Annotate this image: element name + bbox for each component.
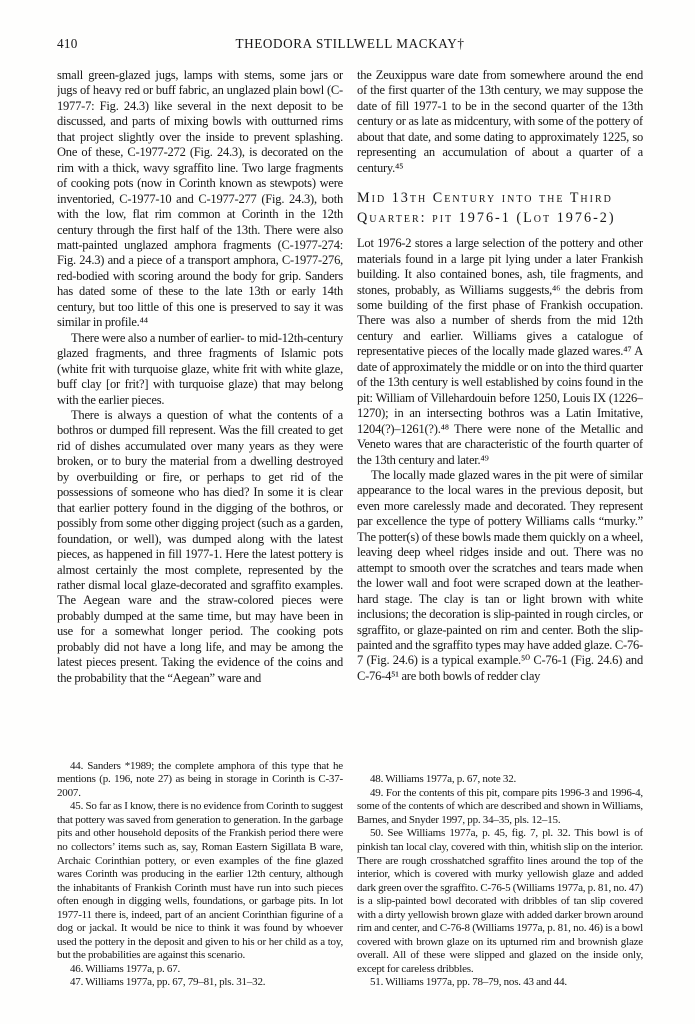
section-heading-line1: Mid 13th Century into the Third <box>357 190 613 207</box>
body-paragraph: Lot 1976-2 stores a large selection of the pottery and other materials found in a large pit lying under a later Frankish building. It also contained bones, ash, tile fragments, and stones, probably, as Williams suggests,⁴⁶ the debris from some building of the first phase of Frankish occupation. There was also a number of sherds from the mid 12th century and earlier. Williams gives a catalogue of representative pieces of the locally made glazed wares.⁴⁷ A date of approximately the middle or on into the third quarter of the 13th century is well established by coins found in the pit: William of Villehardouin before 1250, Louis IX (1226–1270); in an intersecting bothros was a Latin Imitative, 1204(?)–1261(?).⁴⁸ There were none of the Metallic and Veneto wares that are characteristic of the fourth quarter of the 13th century and later.⁴⁹ <box>357 236 643 467</box>
running-header <box>57 36 643 54</box>
body-paragraph: There is always a question of what the contents of a bothros or dumped fill represent. Was the fill created to get rid of dishes accumulated over many years as they were broken, or to bury the material from a dwelling destroyed by overbuilding or fire, or perhaps to get rid of the possessions of someone who has died? In some it is clear that earlier pottery found in the digging of the bothros, or possibly from some other digging project (such as a garden, foundation, or well), was dumped along with the latest pieces, as happened in fill 1977-1. Here the latest pottery is almost certainly the most complete, represented by the rather dismal local glaze-decorated and sgraffito examples. The Aegean ware and the straw-colored pieces were probably dumped at the same time, but may have been in use for a somewhat longer period. The cooking pots probably did not have a long life, and may be among the latest pieces present. Taking the evidence of the coins and the probability that the “Aegean” ware and <box>57 407 343 685</box>
footnote-49: 49. For the contents of this pit, compare pits 1996-3 and 1996-4, some of the contents of which are described and shown in Williams, Barnes, and Snyder 1997, pp. 34–35, pls. 12–15. <box>357 786 643 826</box>
right-column-footnotes <box>357 767 643 990</box>
footnote-46: 46. Williams 1977a, p. 67. <box>70 962 181 975</box>
running-head: THEODORA STILLWELL MACKAY† <box>235 36 465 51</box>
footnote-47: 47. Williams 1977a, pp. 67, 79–81, pls. 31–32. <box>70 976 266 989</box>
section-heading <box>357 189 643 228</box>
footnote-51: 51. Williams 1977a, pp. 78–79, nos. 43 and 44. <box>370 976 567 989</box>
left-column <box>57 68 343 990</box>
right-column <box>357 68 643 990</box>
body-paragraph: the Zeuxippus ware date from somewhere around the end of the first quarter of the 13th century, we may suppose the date of fill 1977-1 to be in the second quarter of the 13th century or as late as midcentury, with some of the pottery of about that date, and some dating to approximately 1225, so representing an accumulation of about a quarter of a century.⁴⁵ <box>357 68 643 175</box>
right-column-body <box>357 68 643 684</box>
left-column-body <box>57 68 343 686</box>
footnote-45: 45. So far as I know, there is no evidence from Corinth to suggest that pottery was saved from generation to generation. In the garbage pits and other household deposits of the Frankish period there were no collectors’ items such as, say, Roman Eastern Sigillata B ware, Archaic Corinthian pottery, or even examples of the fine glazed wares Corinth was producing in the earlier 12th century, although the inhabitants of Frankish Corinth must have run into such pieces often enough in digging wells, foundations, or garbage pits. In lot 1977-11 there is, indeed, part of an ancient Corinthian figurine of a dog or jackal. It would be nice to think it was found by whoever used the pottery in the deposit and given to his or her child as a toy, but the probabilities are against this scenario. <box>57 800 343 962</box>
page-number: 410 <box>57 36 78 51</box>
footnote-44: 44. Sanders *1989; the complete amphora of this type that he mentions (p. 196, note 27) as being in storage in Corinth is C-37-2007. <box>57 759 343 799</box>
text-columns <box>57 68 643 990</box>
section-heading-line2: Quarter: pit 1976-1 (Lot 1976-2) <box>357 209 616 226</box>
left-column-footnotes <box>57 754 343 990</box>
body-paragraph: There were also a number of earlier- to mid-12th-century glazed fragments, and three fragments of Islamic pots (white frit with turquoise glaze, white frit with white glaze, buff clay [or frit?] with turquoise glaze) that may belong with the earlier pieces. <box>57 330 343 407</box>
footnote-50: 50. See Williams 1977a, p. 45, fig. 7, pl. 32. This bowl is of pinkish tan local clay, covered with thin, whitish slip on the interior. There are rough crosshatched sgraffito lines around the top of the interior, which is covered with murky yellowish glaze and added dark green over the sgraffito. C-76-5 (Williams 1977a, p. 81, no. 47) is a slip-painted bowl decorated with dribbles of tan slip covered with a dirty yellowish brown glaze with added darker brown around rim and center, and C-76-8 (Williams 1977a, p. 81, no. 46) is a bowl covered with brown glaze on its upturned rim and brownish glaze overall. All of these were slipped and glazed on the inside only, except for careless dribbles. <box>357 827 643 975</box>
body-paragraph: The locally made glazed wares in the pit were of similar appearance to the local wares in the previous deposit, but even more carelessly made and decorated. They represent par excellence the type of pottery Williams calls “murky.” The potter(s) of these bowls made them quickly on a wheel, leaving deep wheel ridges inside and out. There was no attempt to smooth over the scratches and tears made when the lower wall and foot were scraped down at the leather-hard stage. The clay is tan or light brown with white inclusions; the decoration is slip-painted in rough circles, or sgraffito, or glaze-painted on rim and center. Both the slip-painted and the sgraffito types may have added glaze. C-76-7 (Fig. 24.6) is a typical example.⁵⁰ C-76-1 (Fig. 24.6) and C-76-4⁵¹ are both bowls of redder clay <box>357 467 643 683</box>
body-paragraph: small green-glazed jugs, lamps with stems, some jars or jugs of heavy red or buff fabric, an unglazed plain bowl (C-1977-7: Fig. 24.3) like several in the next deposit to be discussed, and parts of mixing bowls with outturned rims that project slightly over the inside to prevent splashing. One of these, C-1977-272 (Fig. 24.3), is decorated on the rim with a thick, wavy sgraffito line. Two large fragments of cooking pots (now in Corinth known as stewpots) were inventoried, C-1977-10 and C-1977-277 (Fig. 24.3), both with the low, flat rim common at Corinth in the 12th century through the first half of the 13th. There were also matt-painted unglazed amphora fragments (C-1977-274: Fig. 24.3) and a piece of a transport amphora, C-1977-276, red-bodied with scoring around the body for grip. Sanders has dated some of these to the late 13th or early 14th century, but too little of this one is preserved to say it was similar in profile.⁴⁴ <box>57 68 343 330</box>
footnote-48: 48. Williams 1977a, p. 67, note 32. <box>370 773 517 786</box>
